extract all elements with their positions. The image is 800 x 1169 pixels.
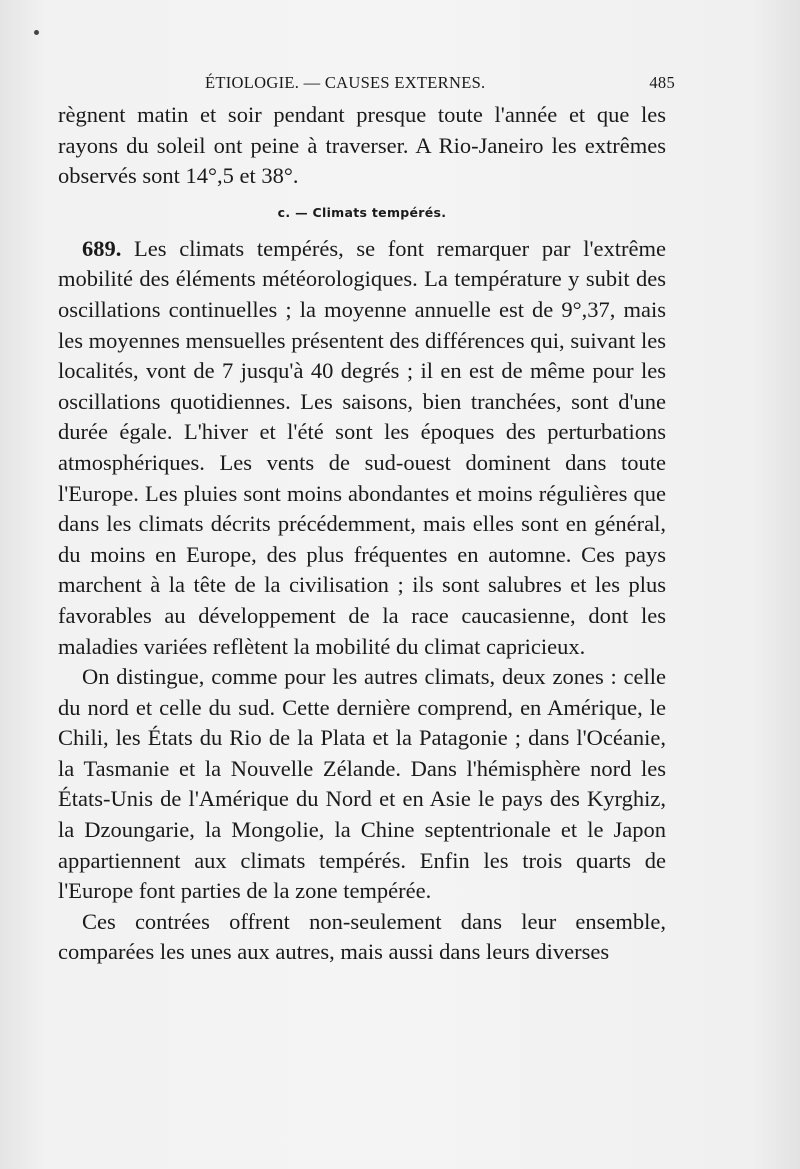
text-block bbox=[58, 100, 666, 968]
section-heading: c. — Climats tempérés. bbox=[277, 204, 447, 220]
paragraph-contrees: Ces contrées offrent non-seulement dans leur ensemble, comparées les unes aux autres, mais aussi dans leurs diverses bbox=[58, 908, 666, 965]
page-number: 485 bbox=[649, 73, 675, 92]
running-head-title: ÉTIOLOGIE. — CAUSES EXTERNES. bbox=[205, 73, 486, 92]
paragraph-689 bbox=[58, 234, 666, 662]
paragraph-zones: On distingue, comme pour les autres climats, deux zones : celle du nord et celle du sud. Cette dernière comprend, en Amérique, le Chili, les États du Rio de la Plata et la Patagonie ; dans l'Océanie, la Tasmanie et la Nouvelle Zélande. Dans l'hémisphère nord les États-Unis de l'Amérique du Nord et en Asie le pays des Kyrghiz, la Dzoungarie, la Mongolie, la Chine septentrionale et le Japon appartiennent aux climats tempérés. Enfin les trois quarts de l'Europe font parties de la zone tempérée. bbox=[58, 664, 666, 904]
running-head bbox=[58, 70, 675, 98]
paragraph-number: 689. bbox=[82, 235, 122, 261]
paragraph-689-text: Les climats tempérés, se font remarquer par l'extrême mobilité des éléments météorologiques. La température y subit des oscillations continuelles ; la moyenne annuelle est de 9°,37, mais les moyennes mensuelles présentent des différences qui, suivant les localités, vont de 7 jusqu'à 40 degrés ; il en est de même pour les oscillations quotidiennes. Les saisons, bien tranchées, sont d'une durée égale. L'hiver et l'été sont les époques des perturbations atmosphériques. Les vents de sud-ouest dominent dans toute l'Europe. Les pluies sont moins abondantes et moins régulières que dans les climats décrits précédemment, mais elles sont en général, du moins en Europe, des plus fréquentes en automne. Ces pays marchent à la tête de la civilisation ; ils sont salubres et les plus favorables au développement de la race caucasienne, dont les maladies variées reflètent la mobilité du climat capricieux. bbox=[58, 235, 666, 659]
ink-speck bbox=[34, 30, 39, 35]
intro-paragraph: règnent matin et soir pendant presque toute l'année et que les rayons du soleil ont peine à traverser. A Rio-Janeiro les extrêmes observés sont 14°,5 et 38°. bbox=[58, 102, 666, 189]
